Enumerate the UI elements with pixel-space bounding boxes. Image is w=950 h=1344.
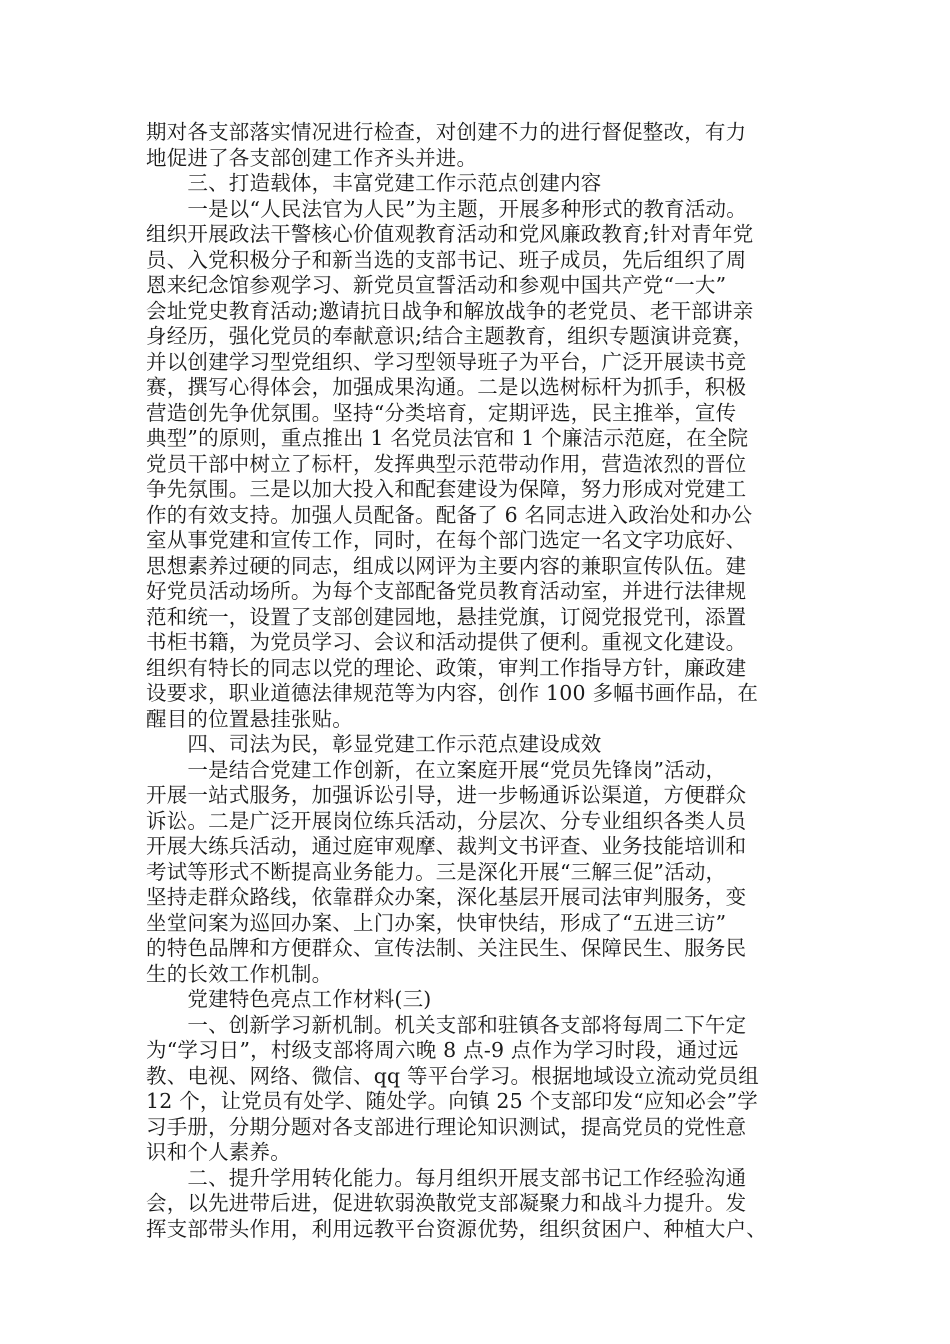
text-line: 党建特色亮点工作材料(三) <box>146 987 432 1011</box>
text-line: 争先氛围。三是以加大投入和配套建设为保障，努力形成对党建工 <box>146 477 747 501</box>
text-line: 思想素养过硬的同志，组成以网评为主要内容的兼职宣传队伍。建 <box>146 553 747 578</box>
text-line: 12 个，让党员有处学、随处学。向镇 25 个支部印发“应知必会”学 <box>146 1089 758 1113</box>
text-line: 身经历，强化党员的奉献意识;结合主题教育，组织专题演讲竞赛， <box>146 324 754 348</box>
text-line: 一是以“人民法官为人民”为主题，开展多种形式的教育活动。 <box>146 196 747 221</box>
text-line: 营造创先争优氛围。坚持“分类培育，定期评选，民主推举，宣传 <box>146 400 737 425</box>
text-line: 为“学习日”，村级支部将周六晚 8 点-9 点作为学习时段，通过远 <box>146 1038 739 1062</box>
text-line: 教、电视、网络、微信、qq 等平台学习。根据地域设立流动党员组 <box>146 1063 759 1088</box>
text-line: 组织有特长的同志以党的理论、政策，审判工作指导方针，廉政建 <box>146 655 747 680</box>
text-line: 醒目的位置悬挂张贴。 <box>146 706 353 731</box>
text-line: 挥支部带头作用，利用远教平台资源优势，组织贫困户、种植大户、 <box>146 1216 767 1241</box>
text-line: 坐堂问案为巡回办案、上门办案，快审快结，形成了“五进三访” <box>146 910 727 935</box>
text-line: 典型”的原则，重点推出 1 名党员法官和 1 个廉洁示范庭，在全院 <box>146 426 749 450</box>
text-line: 赛，撰写心得体会，加强成果沟通。二是以选树标杆为抓手，积极 <box>146 375 747 399</box>
text-line: 生的长效工作机制。 <box>146 961 333 986</box>
text-line: 考试等形式不断提高业务能力。三是深化开展“三解三促”活动， <box>146 859 727 884</box>
text-line: 一是结合党建工作创新，在立案庭开展“党员先锋岗”活动， <box>146 757 727 782</box>
text-line: 的特色品牌和方便群众、宣传法制、关注民生、保障民生、服务民 <box>146 936 747 960</box>
text-line: 地促进了各支部创建工作齐头并进。 <box>146 145 478 170</box>
text-line: 作的有效支持。加强人员配备。配备了 6 名同志进入政治处和办公 <box>146 502 753 527</box>
document-body <box>146 120 826 1242</box>
text-line: 室从事党建和宣传工作，同时，在每个部门选定一名文字功底好、 <box>146 528 747 552</box>
text-line: 开展一站式服务，加强诉讼引导，进一步畅通诉讼渠道，方便群众 <box>146 783 747 807</box>
text-line: 会，以先进带后进，促进软弱涣散党支部凝聚力和战斗力提升。发 <box>146 1191 747 1215</box>
text-line: 并以创建学习型党组织、学习型领导班子为平台，广泛开展读书竞 <box>146 349 747 374</box>
text-line: 会址党史教育活动;邀请抗日战争和解放战争的老党员、老干部讲亲 <box>146 298 754 323</box>
text-line: 二、提升学用转化能力。每月组织开展支部书记工作经验沟通 <box>146 1165 747 1190</box>
text-line: 坚持走群众路线，依靠群众办案，深化基层开展司法审判服务，变 <box>146 885 747 909</box>
text-line: 书柜书籍，为党员学习、会议和活动提供了便利。重视文化建设。 <box>146 630 747 654</box>
text-line: 三、打造载体，丰富党建工作示范点创建内容 <box>146 171 602 195</box>
text-line: 识和个人素养。 <box>146 1140 291 1164</box>
text-line: 员、入党积极分子和新当选的支部书记、班子成员，先后组织了周 <box>146 247 747 272</box>
text-line: 四、司法为民，彰显党建工作示范点建设成效 <box>146 732 602 756</box>
text-line: 范和统一，设置了支部创建园地，悬挂党旗，订阅党报党刊，添置 <box>146 604 747 629</box>
text-line: 开展大练兵活动，通过庭审观摩、裁判文书评查、业务技能培训和 <box>146 834 747 858</box>
text-line: 组织开展政法干警核心价值观教育活动和党风廉政教育;针对青年党 <box>146 222 754 246</box>
text-line: 恩来纪念馆参观学习、新党员宣誓活动和参观中国共产党“一大” <box>146 273 727 297</box>
text-line: 好党员活动场所。为每个支部配备党员教育活动室，并进行法律规 <box>146 579 747 603</box>
text-line: 期对各支部落实情况进行检查，对创建不力的进行督促整改，有力 <box>146 120 747 144</box>
text-line: 诉讼。二是广泛开展岗位练兵活动，分层次、分专业组织各类人员 <box>146 808 747 833</box>
text-line: 习手册，分期分题对各支部进行理论知识测试，提高党员的党性意 <box>146 1114 747 1139</box>
text-line: 党员干部中树立了标杆，发挥典型示范带动作用，营造浓烈的晋位 <box>146 451 747 476</box>
text-line: 一、创新学习新机制。机关支部和驻镇各支部将每周二下午定 <box>146 1012 747 1037</box>
text-line: 设要求，职业道德法律规范等为内容，创作 100 多幅书画作品，在 <box>146 681 759 705</box>
